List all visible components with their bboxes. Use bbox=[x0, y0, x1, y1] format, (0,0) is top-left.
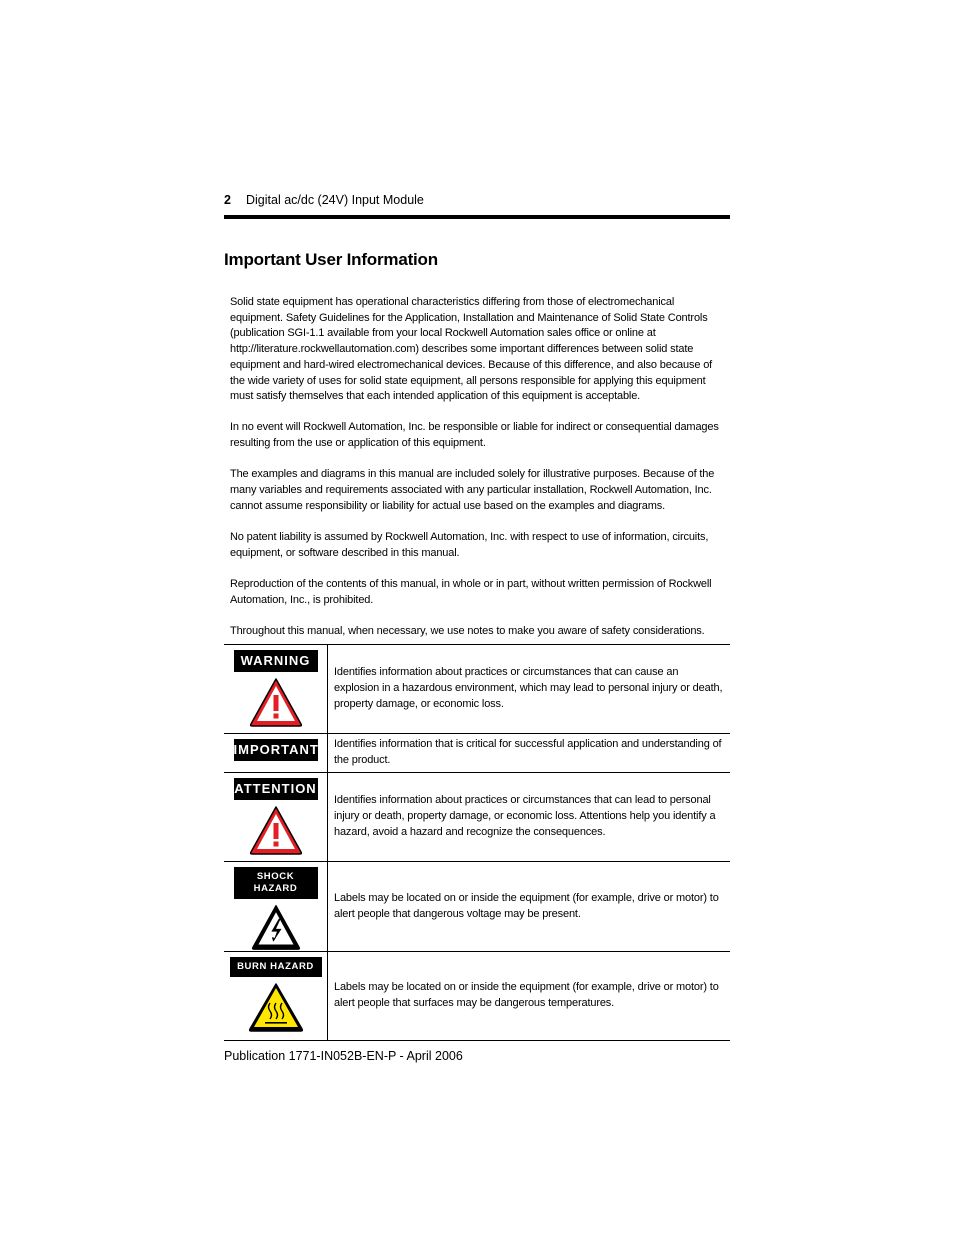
notice-text: Labels may be located on or inside the equipment (for example, drive or motor) to alert people that surfaces may be dangerous temperatures. bbox=[334, 981, 719, 1009]
warning-triangle-icon bbox=[248, 804, 304, 856]
paragraph: Reproduction of the contents of this manual, in whole or in part, without written permission of Rockwell Automation, Inc., is prohibited. bbox=[230, 577, 712, 606]
notice-text: Identifies information that is critical for successful application and understanding of the product. bbox=[334, 738, 722, 766]
page-header bbox=[224, 193, 730, 219]
notice-label-cell bbox=[224, 734, 328, 772]
safety-notice-table bbox=[224, 644, 730, 1041]
paragraph: No patent liability is assumed by Rockwell Automation, Inc. with respect to use of information, circuits, equipment, or software described in this manual. bbox=[230, 530, 709, 559]
notice-row-attention bbox=[224, 773, 730, 862]
paragraph: In no event will Rockwell Automation, Inc. be responsible or liable for indirect or consequential damages resulting from the use or application of this equipment. bbox=[230, 421, 719, 450]
notice-label-cell bbox=[224, 952, 328, 1040]
lightning-bolt-triangle-icon bbox=[248, 903, 304, 951]
paragraph: Throughout this manual, when necessary, we use notes to make you aware of safety considerations. bbox=[230, 624, 705, 637]
notice-label-cell bbox=[224, 773, 328, 861]
publication-footer: Publication 1771-IN052B-EN-P - April 2006 bbox=[224, 1049, 463, 1063]
notice-label-cell bbox=[224, 862, 328, 951]
important-badge: IMPORTANT bbox=[234, 739, 318, 761]
section-title: Important User Information bbox=[224, 250, 438, 269]
shock-hazard-badge: SHOCK HAZARD bbox=[234, 867, 318, 899]
notice-label-cell bbox=[224, 645, 328, 733]
notice-row-important bbox=[224, 734, 730, 773]
intro-text bbox=[230, 295, 725, 655]
header-rule bbox=[224, 215, 730, 219]
notice-text: Labels may be located on or inside the equipment (for example, drive or motor) to alert people that dangerous voltage may be present. bbox=[334, 891, 719, 920]
burn-hazard-badge: BURN HAZARD bbox=[230, 957, 322, 977]
warning-badge: WARNING bbox=[234, 650, 318, 672]
notice-row-shock-hazard bbox=[224, 862, 730, 952]
warning-triangle-icon bbox=[248, 676, 304, 728]
paragraph: Solid state equipment has operational characteristics differing from those of electromechanical equipment. Safety Guidelines for the Application, Installation and Maintenance of Solid State Controls (publication SGI-1.1 available from your local Rockwell Automation sales office or online at http://literature.rockwellautomation.com) describes some important differences between solid state equipment and hard-wired electromechanical devices. Because of this difference, and also because of the wide variety of uses for solid state equipment, all persons responsible for applying this equipment must satisfy themselves that each intended application of this equipment is acceptable. bbox=[230, 296, 713, 403]
page-number: 2 bbox=[224, 193, 231, 207]
notice-row-warning bbox=[224, 645, 730, 734]
paragraph: The examples and diagrams in this manual are included solely for illustrative purposes. Because of the many variables and requirements associated with any particular installation, Rockwell Automation, Inc. cannot assume responsibility or liability for actual use based on the examples and diagrams. bbox=[230, 468, 715, 512]
notice-text: Identifies information about practices or circumstances that can cause an explosion in a hazardous environment, which may lead to personal injury or death, property damage, or economic loss. bbox=[334, 666, 723, 710]
running-title: Digital ac/dc (24V) Input Module bbox=[246, 193, 424, 207]
hot-surface-triangle-icon bbox=[247, 981, 305, 1033]
attention-badge: ATTENTION bbox=[234, 778, 318, 800]
notice-row-burn-hazard bbox=[224, 952, 730, 1041]
notice-text: Identifies information about practices or circumstances that can lead to personal injury or death, property damage, or economic loss. Attentions help you identify a hazard, avoid a hazard and recognize the consequences. bbox=[334, 794, 716, 838]
